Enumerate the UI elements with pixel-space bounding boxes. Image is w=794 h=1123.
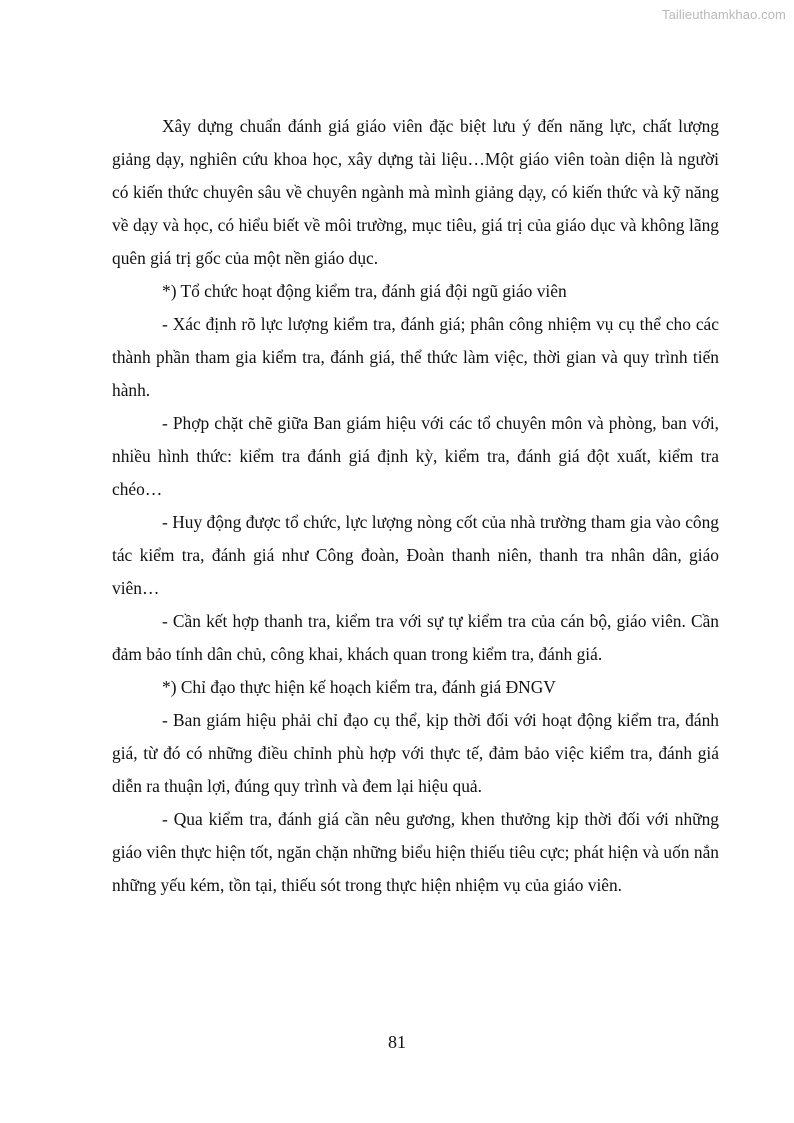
paragraph-self-inspection: - Cần kết hợp thanh tra, kiểm tra với sự tự kiểm tra của cán bộ, giáo viên. Cần đảm bảo tính dân chủ, công khai, khách quan trong kiểm tra, đánh giá. <box>112 611 719 664</box>
paragraph-coordination: - Phợp chặt chẽ giữa Ban giám hiệu với các tổ chuyên môn và phòng, ban với, nhiều hình thức: kiểm tra đánh giá định kỳ, kiểm tra, đánh giá đột xuất, kiểm tra chéo… <box>112 413 719 499</box>
paragraph-rewards: - Qua kiểm tra, đánh giá cần nêu gương, khen thưởng kịp thời đối với những giáo viên thực hiện tốt, ngăn chặn những biểu hiện thiếu tiêu cực; phát hiện và uốn nắn những yếu kém, tồn tại, thiếu sót trong thực hiện nhiệm vụ của giáo viên. <box>112 809 719 895</box>
paragraph-mobilize-forces: - Huy động được tổ chức, lực lượng nòng cốt của nhà trường tham gia vào công tác kiểm tra, đánh giá như Công đoàn, Đoàn thanh niên, thanh tra nhân dân, giáo viên… <box>112 512 719 598</box>
heading-organize-inspection: *) Tổ chức hoạt động kiểm tra, đánh giá đội ngũ giáo viên <box>162 281 567 301</box>
page-number: 81 <box>388 1032 406 1052</box>
document-body <box>112 110 719 902</box>
watermark: Tailieuthamkhao.com <box>661 7 786 22</box>
paragraph-teacher-standards: Xây dựng chuẩn đánh giá giáo viên đặc biệt lưu ý đến năng lực, chất lượng giảng dạy, nghiên cứu khoa học, xây dựng tài liệu…Một giáo viên toàn diện là người có kiến thức chuyên sâu về chuyên ngành mà mình giảng dạy, có kiến thức và kỹ năng về dạy và học, có hiểu biết về môi trường, mục tiêu, giá trị của giáo dục và không lãng quên giá trị gốc của một nền giáo dục. <box>112 116 719 268</box>
paragraph-board-direction: - Ban giám hiệu phải chỉ đạo cụ thể, kịp thời đối với hoạt động kiểm tra, đánh giá, từ đó có những điều chỉnh phù hợp với thực tế, đảm bảo việc kiểm tra, đánh giá diễn ra thuận lợi, đúng quy trình và đem lại hiệu quả. <box>112 710 719 796</box>
paragraph-inspection-forces: - Xác định rõ lực lượng kiểm tra, đánh giá; phân công nhiệm vụ cụ thể cho các thành phần tham gia kiểm tra, đánh giá, thể thức làm việc, thời gian và quy trình tiến hành. <box>112 314 719 400</box>
heading-direct-implementation: *) Chỉ đạo thực hiện kế hoạch kiểm tra, đánh giá ĐNGV <box>162 677 556 697</box>
